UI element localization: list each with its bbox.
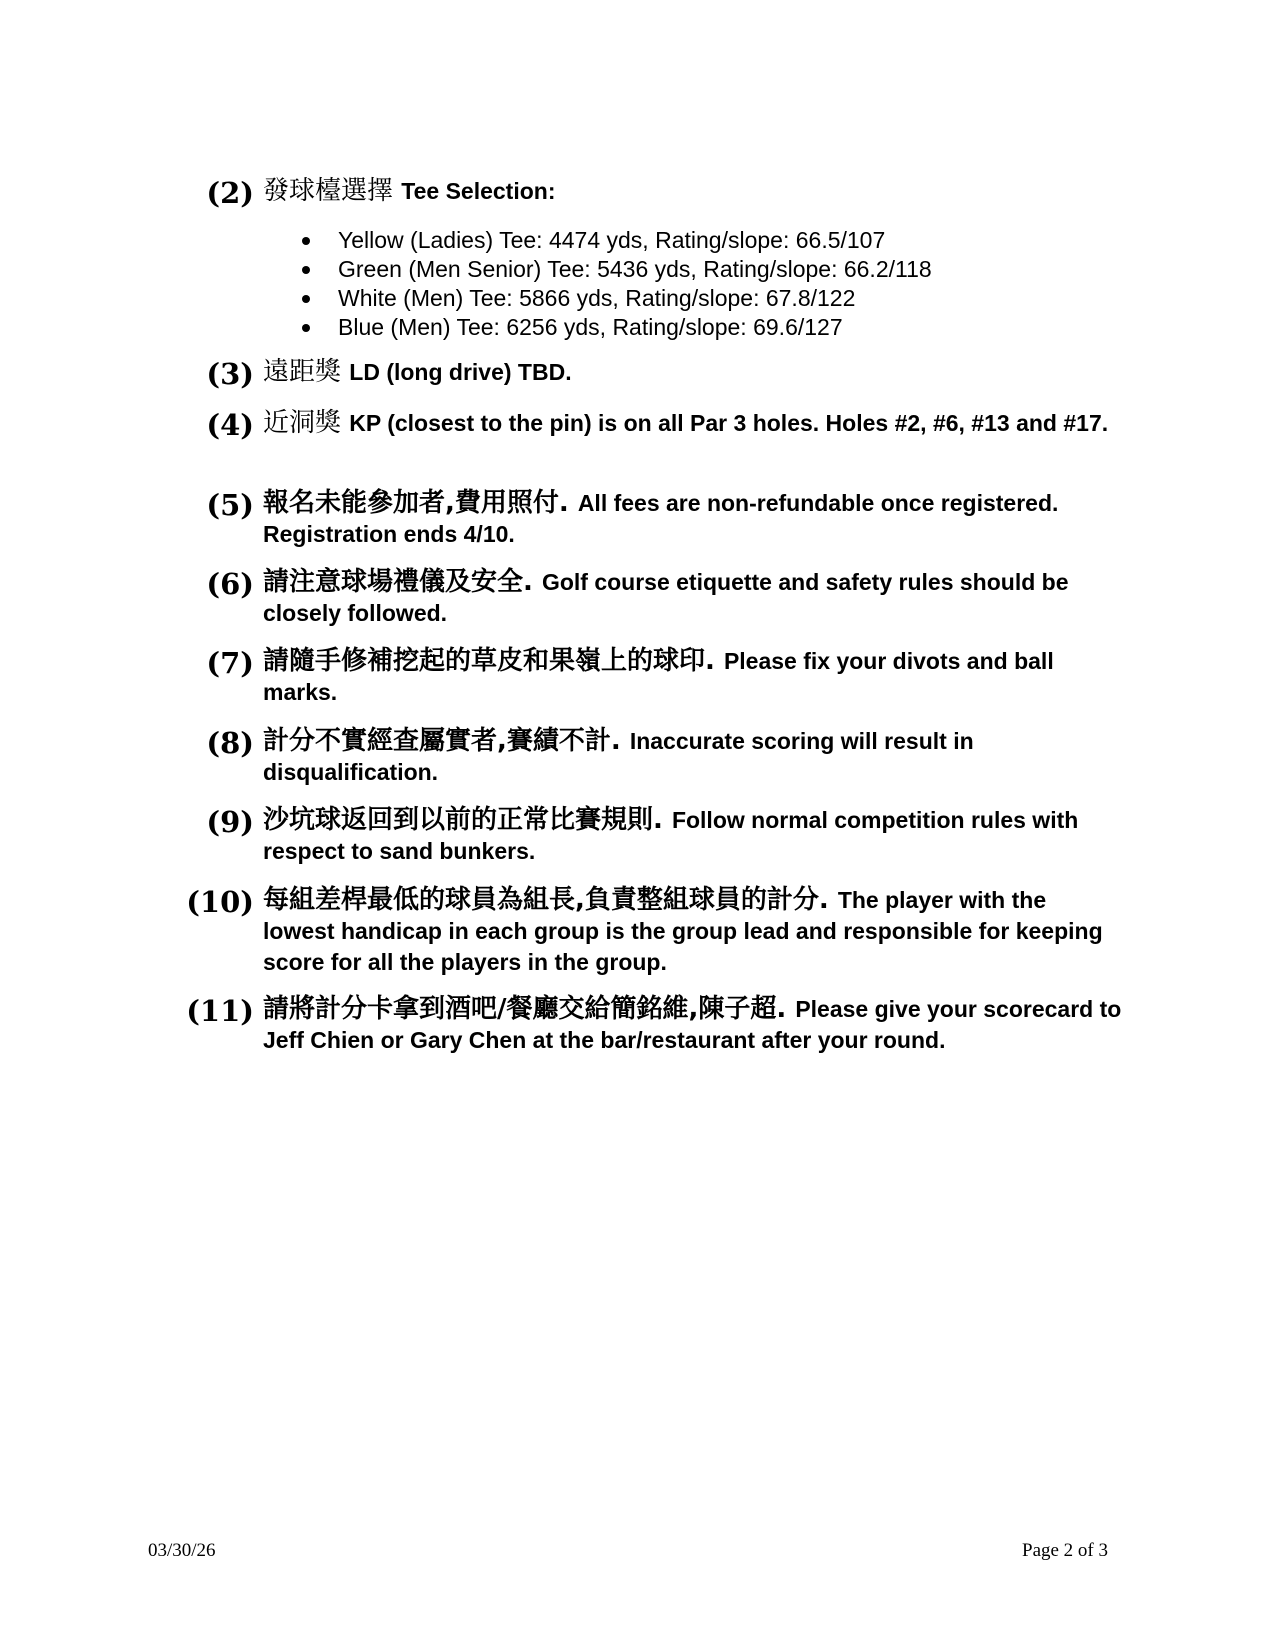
- item-number: (6): [206, 567, 254, 601]
- item-text-chinese: 發球檯選擇: [263, 176, 402, 206]
- item-text-english: Please give your scorecard to Jeff Chien or Gary Chen at the bar/restaurant after your round.: [263, 996, 1122, 1053]
- item-number: (5): [206, 488, 254, 522]
- item-text-english: Follow normal competition rules with respect to sand bunkers.: [263, 807, 1079, 864]
- item-text: [263, 646, 1123, 708]
- tee-list-item-yellow: Yellow (Ladies) Tee: 4474 yds, Rating/slope: 66.5/107: [338, 226, 932, 255]
- item-text-chinese: 報名未能參加者,費用照付.: [263, 488, 578, 518]
- item-text: [263, 805, 1123, 867]
- item-text: [263, 488, 1123, 550]
- item-text-english: Tee Selection:: [401, 178, 556, 204]
- tee-list-item-blue: Blue (Men) Tee: 6256 yds, Rating/slope: 69.6/127: [338, 313, 932, 342]
- item-text-chinese: 請將計分卡拿到酒吧/餐廳交給簡銘維,陳子超.: [263, 994, 796, 1024]
- tee-list-item-white: White (Men) Tee: 5866 yds, Rating/slope: 67.8/122: [338, 284, 932, 313]
- item-text-english: Please fix your divots and ball marks.: [263, 648, 1054, 705]
- item-text-chinese: 計分不實經查屬實者,賽績不計.: [263, 726, 630, 756]
- footer-page-number: Page 2 of 3: [1022, 1540, 1109, 1561]
- tee-list: [263, 226, 932, 342]
- item-text: [263, 408, 1123, 439]
- item-text: [263, 726, 1123, 788]
- item-text-english: KP (closest to the pin) is on all Par 3 holes. Holes #2, #6, #13 and #17.: [349, 410, 1109, 436]
- item-number: (8): [206, 726, 254, 760]
- item-text-english: The player with the lowest handicap in each group is the group lead and responsible for keeping score for all the players in the group.: [263, 887, 1103, 975]
- item-number: (10): [186, 885, 254, 919]
- item-text: [263, 357, 1123, 388]
- item-text-english: LD (long drive) TBD.: [349, 359, 572, 385]
- item-text-chinese: 請注意球場禮儀及安全.: [263, 567, 542, 597]
- item-number: (11): [186, 994, 254, 1028]
- item-text-english: All fees are non-refundable once registered. Registration ends 4/10.: [263, 490, 1059, 547]
- item-text-chinese: 沙坑球返回到以前的正常比賽規則.: [263, 805, 672, 835]
- item-number: (4): [206, 408, 254, 442]
- item-text-english: Golf course etiquette and safety rules should be closely followed.: [263, 569, 1069, 626]
- item-text: [263, 567, 1123, 629]
- item-text-chinese: 近洞獎: [263, 408, 350, 438]
- item-text: [263, 994, 1123, 1056]
- item-number: (3): [206, 357, 254, 391]
- tee-list-item-green: Green (Men Senior) Tee: 5436 yds, Rating/slope: 66.2/118: [338, 256, 932, 282]
- item-text: [263, 885, 1123, 978]
- item-text-english: Inaccurate scoring will result in disqualification.: [263, 728, 974, 785]
- item-text-chinese: 請隨手修補挖起的草皮和果嶺上的球印.: [263, 646, 724, 676]
- footer-date: 03/30/26: [148, 1540, 216, 1561]
- item-text-chinese: 遠距獎: [263, 357, 350, 387]
- item-number: (7): [206, 646, 254, 680]
- item-text-chinese: 每組差桿最低的球員為組長,負責整組球員的計分.: [263, 885, 838, 915]
- item-text: [263, 176, 1123, 207]
- item-number: (9): [206, 805, 254, 839]
- item-number: (2): [206, 176, 254, 210]
